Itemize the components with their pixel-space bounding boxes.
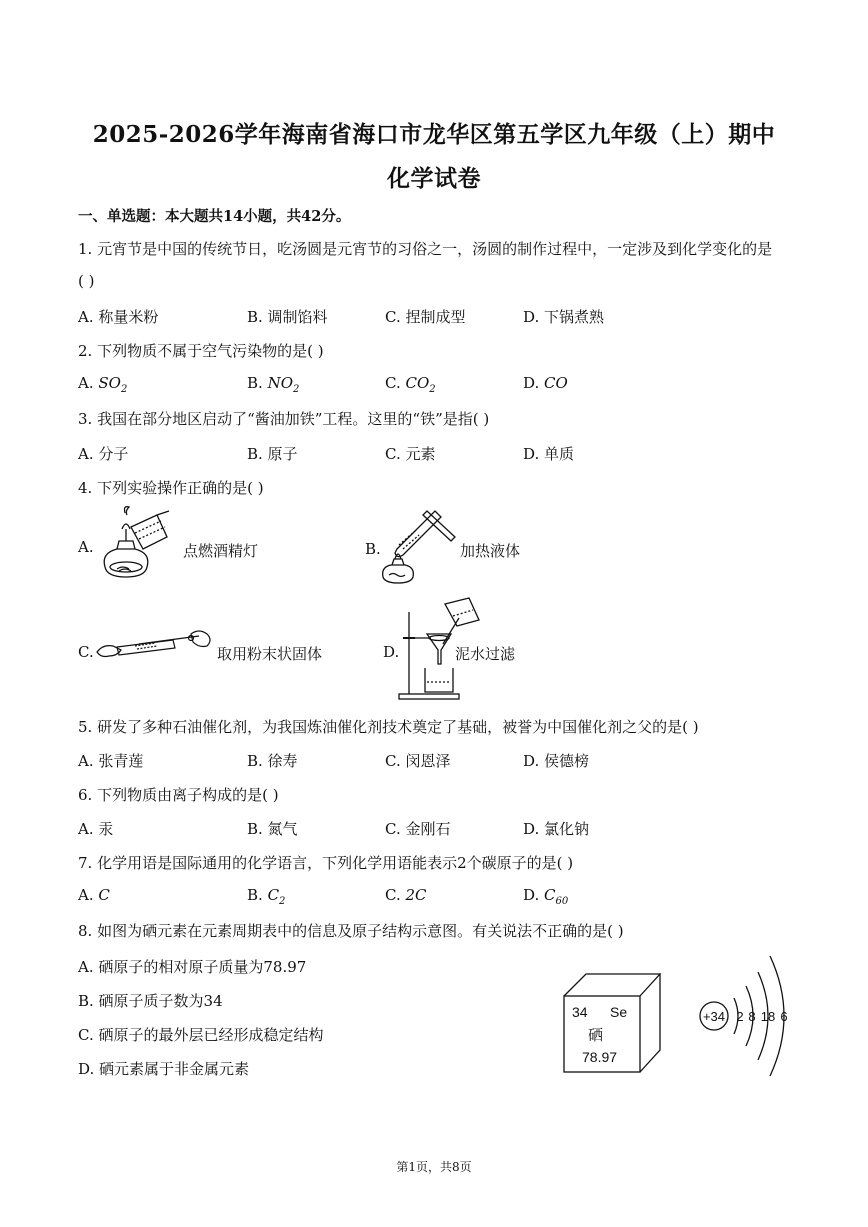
question-3-option-c: C. 元素 <box>385 445 436 463</box>
question-4-option-b-caption: 加热液体 <box>460 542 521 560</box>
paper-title-line1: 2025-2026学年海南省海口市龙华区第五学区九年级（上）期中 <box>92 121 776 148</box>
question-4-option-a-letter: A. <box>78 538 94 556</box>
page-number-footer: 第1页，共8页 <box>396 1160 472 1174</box>
element-name: 硒 <box>588 1026 604 1044</box>
question-6-option-b: B. 氮气 <box>247 820 298 838</box>
question-4-option-c-letter: C. <box>78 643 94 661</box>
question-5-option-b: B. 徐寿 <box>247 752 298 770</box>
shell-4-electrons: 6 <box>780 1009 788 1024</box>
taking-powder-illustration <box>95 630 215 670</box>
question-8-option-a: A. 硒原子的相对原子质量为78.97 <box>78 958 307 976</box>
question-2-option-a: A. $SO_2$ <box>78 374 128 395</box>
question-1-option-d: D. 下锅煮熟 <box>523 308 605 326</box>
paper-title-line2: 化学试卷 <box>387 165 481 192</box>
question-8-option-c: C. 硒原子的最外层已经形成稳定结构 <box>78 1026 324 1044</box>
question-7-option-b: B. $C_2$ <box>247 886 286 907</box>
question-8-option-d: D. 硒元素属于非金属元素 <box>78 1060 250 1078</box>
lighting-alcohol-lamp-illustration <box>95 505 185 587</box>
element-symbol: Se <box>610 1004 628 1020</box>
shell-1-electrons: 2 <box>736 1009 744 1024</box>
question-3-option-b: B. 原子 <box>247 445 298 463</box>
question-5-option-d: D. 侯德榜 <box>523 752 590 770</box>
question-2-option-c: C. $CO_2$ <box>385 374 436 395</box>
question-1-stem-paren: ( ) <box>78 272 95 290</box>
question-3-option-a: A. 分子 <box>78 445 129 463</box>
selenium-element-card <box>562 972 662 1074</box>
selenium-atom-structure-diagram <box>694 948 798 1084</box>
question-6-option-d: D. 氯化钠 <box>523 820 590 838</box>
question-2-stem: 2. 下列物质不属于空气污染物的是( ) <box>78 342 324 360</box>
question-2-option-b: B. $NO_2$ <box>247 374 300 395</box>
question-7-stem: 7. 化学用语是国际通用的化学语言，下列化学用语能表示2个碳原子的是( ) <box>78 854 574 872</box>
shell-2-electrons: 8 <box>748 1009 756 1024</box>
element-atomic-number: 34 <box>572 1004 588 1020</box>
question-6-option-c: C. 金刚石 <box>385 820 451 838</box>
question-5-stem: 5. 研发了多种石油催化剂，为我国炼油催化剂技术奠定了基础，被誉为中国催化剂之父的是( ) <box>78 718 699 736</box>
question-2-option-d: D. CO <box>523 374 568 392</box>
question-6-stem: 6. 下列物质由离子构成的是( ) <box>78 786 279 804</box>
question-4-option-b-letter: B. <box>365 540 381 558</box>
question-4-option-a-caption: 点燃酒精灯 <box>183 542 259 560</box>
question-8-option-b: B. 硒原子质子数为34 <box>78 992 223 1010</box>
question-3-option-d: D. 单质 <box>523 445 575 463</box>
question-4-option-d-caption: 泥水过滤 <box>455 645 516 663</box>
question-1-option-c: C. 捏制成型 <box>385 308 466 326</box>
question-6-option-a: A. 汞 <box>78 820 114 838</box>
section-heading: 一、单选题：本大题共14小题，共42分。 <box>78 208 351 225</box>
question-4-option-c-caption: 取用粉末状固体 <box>217 645 323 663</box>
shell-3-electrons: 18 <box>760 1009 776 1024</box>
heating-liquid-illustration <box>375 505 465 587</box>
question-1-option-b: B. 调制馅料 <box>247 308 328 326</box>
question-3-stem: 3. 我国在部分地区启动了“酱油加铁”工程。这里的“铁”是指( ) <box>78 410 490 428</box>
question-5-option-c: C. 闵恩泽 <box>385 752 451 770</box>
question-8-stem: 8. 如图为硒元素在元素周期表中的信息及原子结构示意图。有关说法不正确的是( ) <box>78 922 624 940</box>
element-atomic-mass: 78.97 <box>582 1049 618 1065</box>
nucleus-charge: +34 <box>702 1009 726 1024</box>
question-7-option-d: D. $C_{60}$ <box>523 886 569 907</box>
question-5-option-a: A. 张青莲 <box>78 752 144 770</box>
question-4-option-d-letter: D. <box>383 643 400 661</box>
question-7-option-a: A. C <box>78 886 110 904</box>
question-4-stem: 4. 下列实验操作正确的是( ) <box>78 479 264 497</box>
question-7-option-c: C. 2C <box>385 886 427 904</box>
question-1-stem: 1. 元宵节是中国的传统节日，吃汤圆是元宵节的习俗之一，汤圆的制作过程中，一定涉及到化学变化的是 <box>78 240 773 258</box>
question-1-option-a: A. 称量米粉 <box>78 308 159 326</box>
